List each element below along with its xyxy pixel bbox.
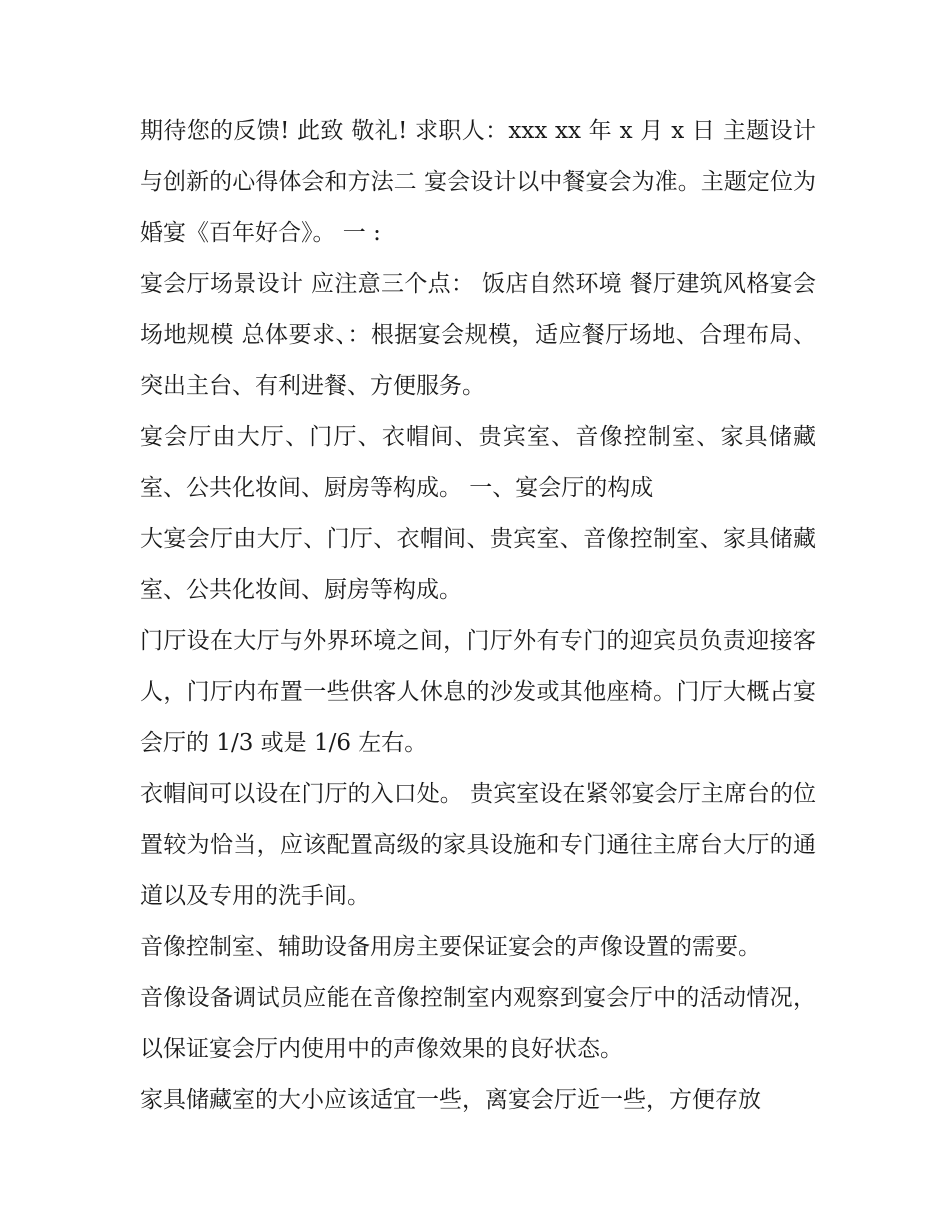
paragraph-2: 宴会厅场景设计 应注意三个点： 饭店自然环境 餐厅建筑风格宴会场地规模 总体要求、：根据宴会规模，适应餐厅场地、合理布局、突出主台、有利进餐、方便服务。 bbox=[140, 271, 816, 399]
paragraph-9: 家具储藏室的大小应该适宜一些，离宴会厅近一些，方便存放 bbox=[140, 1087, 761, 1113]
paragraph-6: 衣帽间可以设在门厅的入口处。 贵宾室设在紧邻宴会厅主席台的位置较为恰当，应该配置高级的家具设施和专门通往主席台大厅的通道以及专用的洗手间。 bbox=[140, 781, 816, 909]
paragraph-5: 门厅设在大厅与外界环境之间，门厅外有专门的迎宾员负责迎接客人，门厅内布置一些供客人休息的沙发或其他座椅。门厅大概占宴会厅的 1/3 或是 1/6 左右。 bbox=[140, 628, 816, 756]
paragraph-3: 宴会厅由大厅、门厅、衣帽间、贵宾室、音像控制室、家具储藏室、公共化妆间、厨房等构成。 一、宴会厅的构成 bbox=[140, 424, 816, 501]
document-body bbox=[140, 106, 816, 1126]
paragraph-1: 期待您的反馈! 此致 敬礼! 求职人：xxx xx 年 x 月 x 日 主题设计与创新的心得体会和方法二 宴会设计以中餐宴会为准。主题定位为婚宴《百年好合》。 一 : bbox=[140, 118, 816, 246]
paragraph-8: 音像设备调试员应能在音像控制室内观察到宴会厅中的活动情况，以保证宴会厅内使用中的声像效果的良好状态。 bbox=[140, 985, 816, 1062]
paragraph-4: 大宴会厅由大厅、门厅、衣帽间、贵宾室、音像控制室、家具储藏室、公共化妆间、厨房等构成。 bbox=[140, 526, 816, 603]
paragraph-7: 音像控制室、辅助设备用房主要保证宴会的声像设置的需要。 bbox=[140, 934, 761, 960]
